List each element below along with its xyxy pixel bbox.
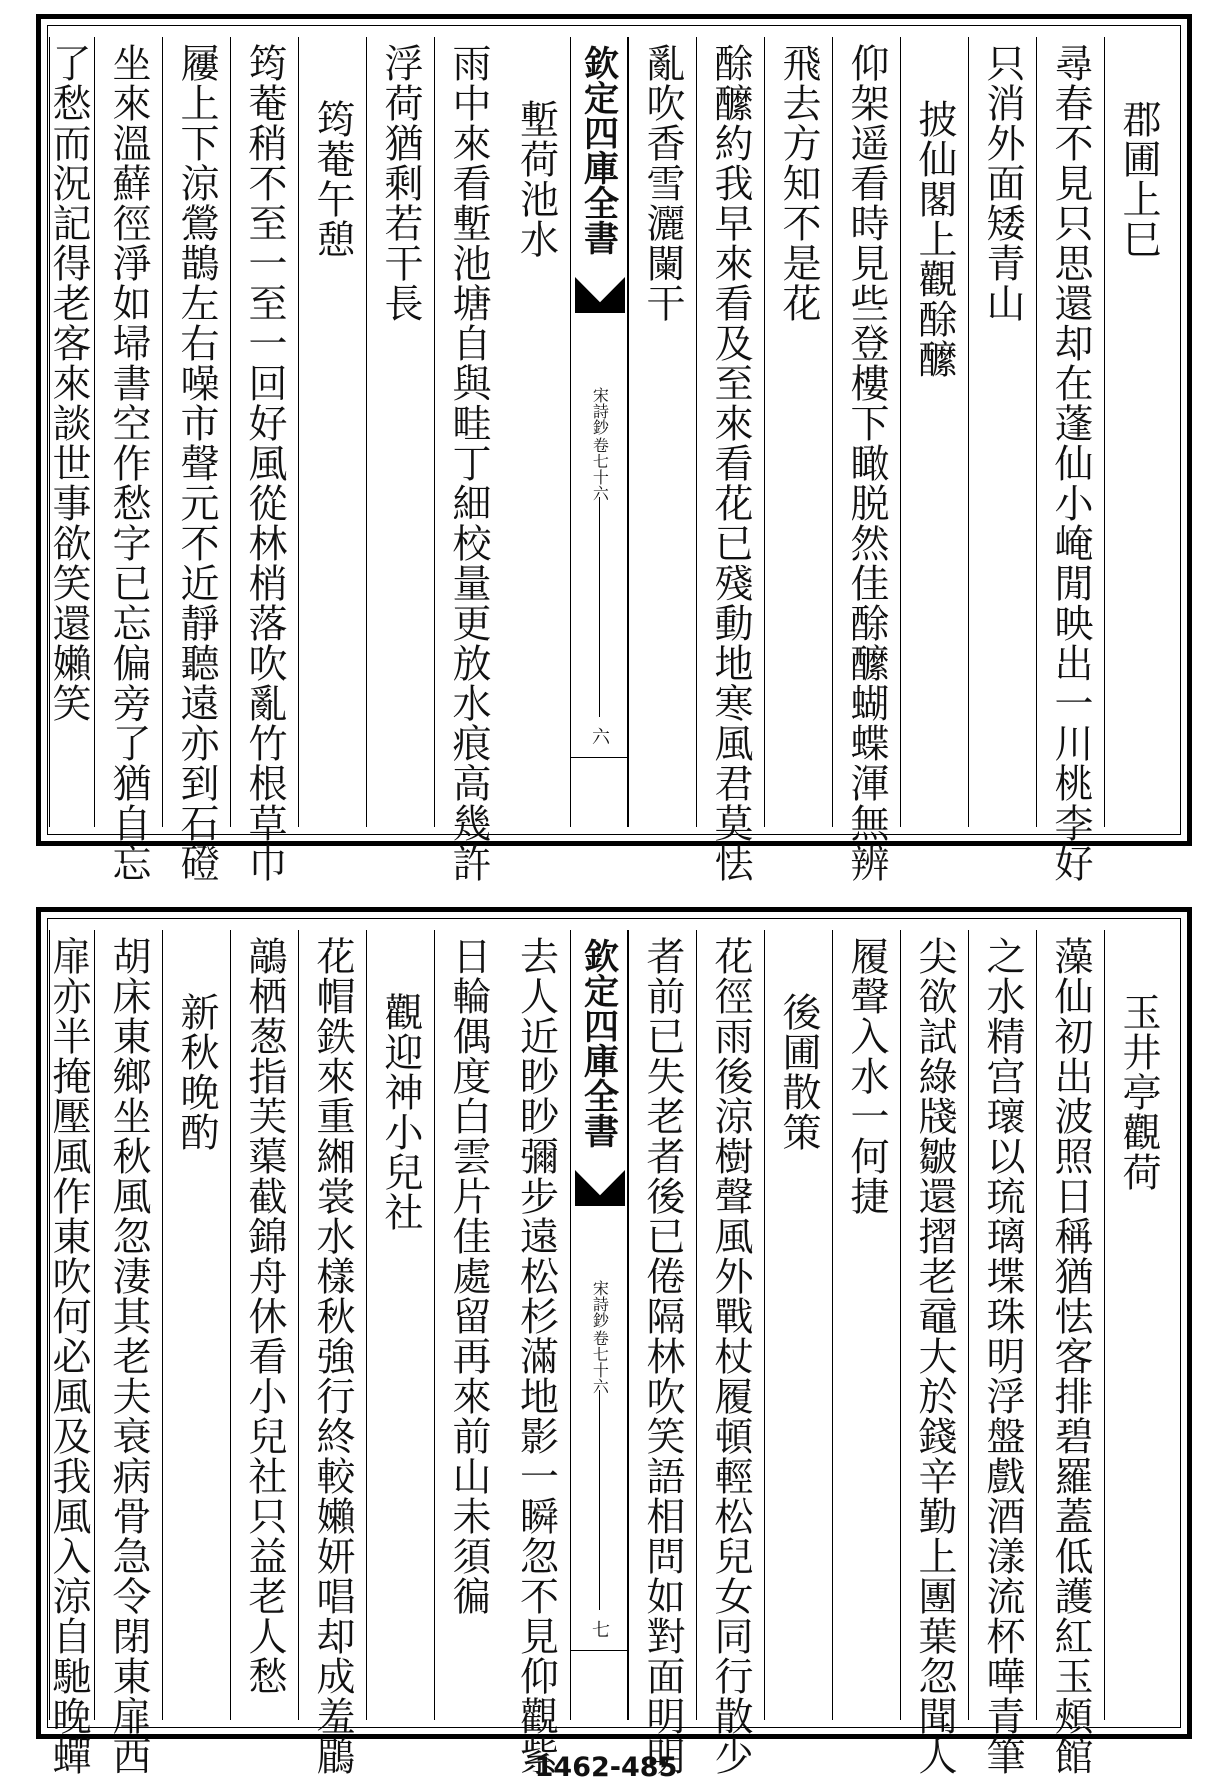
page1-left-col-4 — [298, 37, 366, 827]
poem-line: 去人近眇眇彌步遠松杉滿地影一瞬忽不見仰觀紫 — [513, 936, 559, 1776]
page2-right-col-5 — [832, 930, 900, 1720]
poem-line: 仰架遥看時見些登樓下瞰脱然佳酴醿蝴蝶渾無辨 — [844, 43, 889, 883]
gutter-caption — [591, 1280, 608, 1394]
top-page — [36, 14, 1192, 883]
fish-tail-mark-icon — [575, 277, 625, 313]
page1-left-col-5 — [230, 37, 298, 883]
poem-title: 塹荷池水 — [513, 99, 559, 259]
page2-gutter — [570, 930, 628, 1720]
page1-left-col-8 — [46, 37, 91, 827]
gutter-center-line — [599, 1390, 600, 1610]
gutter-book: 宋詩鈔 — [590, 387, 610, 435]
poem-title: 新秋晚酌 — [174, 992, 219, 1152]
fish-tail-mark-icon — [575, 1170, 625, 1206]
page2-right-col-4 — [900, 930, 968, 1776]
poem-title: 郡圃上巳 — [1116, 99, 1161, 259]
poem-line: 鶮栖葱指芙蕖截錦舟休看小兒社只益老人愁 — [242, 936, 287, 1696]
poem-line: 浮荷猶剩若干長 — [378, 43, 423, 323]
page2-right-col-8 — [628, 930, 696, 1776]
poem-title: 玉井亭觀荷 — [1116, 992, 1161, 1192]
page2-right-col-3 — [968, 930, 1036, 1776]
page1-right-col-8 — [628, 37, 696, 827]
page2-left-col-4 — [298, 930, 366, 1776]
poem-line: 日輪偶度白雲片佳處留再來前山未須徧 — [446, 936, 491, 1616]
poem-line: 只消外面矮青山 — [980, 43, 1025, 323]
gutter-book: 宋詩鈔 — [590, 1280, 610, 1328]
poem-line: 飛去方知不是花 — [776, 43, 821, 323]
poem-title: 觀迎神小兒社 — [378, 992, 423, 1232]
page1-left-col-1 — [502, 37, 570, 827]
poem-line: 雨中來看塹池塘自與畦丁細校量更放水痕高幾許 — [446, 43, 491, 883]
poem-line: 酴醿約我早來看及至來看花已殘動地寒風君莫怯 — [708, 43, 753, 883]
page2-right-col-7 — [696, 930, 764, 1776]
poem-line: 了愁而況記得老客來談世事欲笑還嬾笑 — [46, 43, 91, 723]
poem-line: 者前已失老者後已倦隔林吹笑語相問如對面明明 — [640, 936, 685, 1776]
poem-line: 亂吹香雪灑闌干 — [640, 43, 685, 323]
poem-line: 之水精宫瓌以琉璃堞珠明浮盤戲酒漾流杯嘩青筆 — [980, 936, 1025, 1776]
poem-title: 後圃散策 — [776, 992, 821, 1152]
page1-right-col-1 — [1104, 37, 1172, 827]
page1-right-col-6 — [764, 37, 832, 827]
gutter-volume: 卷七十六 — [590, 437, 610, 501]
gutter-center-line — [599, 497, 600, 717]
page1-left-col-2 — [434, 37, 502, 883]
folio-number: 六 — [589, 727, 610, 745]
page1-left-col-7 — [94, 37, 162, 883]
book-title: 欽定四庫全書 — [578, 45, 620, 255]
poem-line: 坐來溫蘚徑淨如埽書空作愁字已忘偏旁了猶自忘 — [106, 43, 151, 883]
page1-right-col-5 — [832, 37, 900, 883]
poem-line: 屨上下涼鶯鵲左右噪市聲元不近靜聽遠亦到石磴 — [174, 43, 219, 883]
poem-line: 尖欲試綠牋皺還摺老黿大於錢辛勤上團葉忽聞人 — [912, 936, 957, 1776]
page1-right-col-2 — [1036, 37, 1104, 883]
poem-line: 筠菴稍不至一至一回好風從林梢落吹亂竹根草巾 — [242, 43, 287, 883]
poem-line: 花帽鉄來重緗裳水樣秋強行終較嬾妍唱却成羞鶥 — [310, 936, 355, 1776]
poem-line: 胡床東鄉坐秋風忽淒其老夫衰病骨急令閉東扉西 — [106, 936, 151, 1776]
page2-left-col-2 — [434, 930, 502, 1720]
page-reference-number: 1462-485 — [534, 1752, 678, 1783]
page1-left-col-3 — [366, 37, 434, 827]
page2-left-col-7 — [94, 930, 162, 1776]
page2-left-col-8 — [46, 930, 91, 1776]
page1-right-col-7 — [696, 37, 764, 883]
poem-line: 花徑雨後涼樹聲風外戰杖履頓輕松兒女同行散少 — [708, 936, 753, 1776]
gutter-rule — [571, 1650, 627, 1651]
poem-title: 筠菴午憩 — [310, 99, 355, 259]
page2-right-col-1 — [1104, 930, 1172, 1720]
poem-line: 履聲入水一何捷 — [844, 936, 889, 1216]
poem-line: 扉亦半掩壓風作東吹何必風及我風入涼自馳晚蟬 — [46, 936, 91, 1776]
page2-left-col-3 — [366, 930, 434, 1720]
page1-left-col-6 — [162, 37, 230, 883]
folio-number: 七 — [589, 1620, 610, 1638]
gutter-volume: 卷七十六 — [590, 1330, 610, 1394]
poem-line: 尋春不見只思還却在蓬仙小崦閒映出一川桃李好 — [1048, 43, 1093, 883]
page2-right-col-6 — [764, 930, 832, 1720]
book-title: 欽定四庫全書 — [578, 938, 620, 1148]
page2-left-col-6 — [162, 930, 230, 1720]
page2-right-col-2 — [1036, 930, 1104, 1776]
page2-left-col-5 — [230, 930, 298, 1720]
page2-left-col-1 — [502, 930, 570, 1776]
gutter-caption — [591, 387, 608, 501]
poem-line: 藻仙初出波照日稱猶怯客排碧羅蓋低護紅玉頰館 — [1048, 936, 1093, 1776]
page1-right-col-4 — [900, 37, 968, 827]
page1-right-col-3 — [968, 37, 1036, 827]
poem-title: 披仙閣上觀酴醿 — [912, 99, 957, 379]
gutter-rule — [571, 757, 627, 758]
page1-gutter — [570, 37, 628, 827]
